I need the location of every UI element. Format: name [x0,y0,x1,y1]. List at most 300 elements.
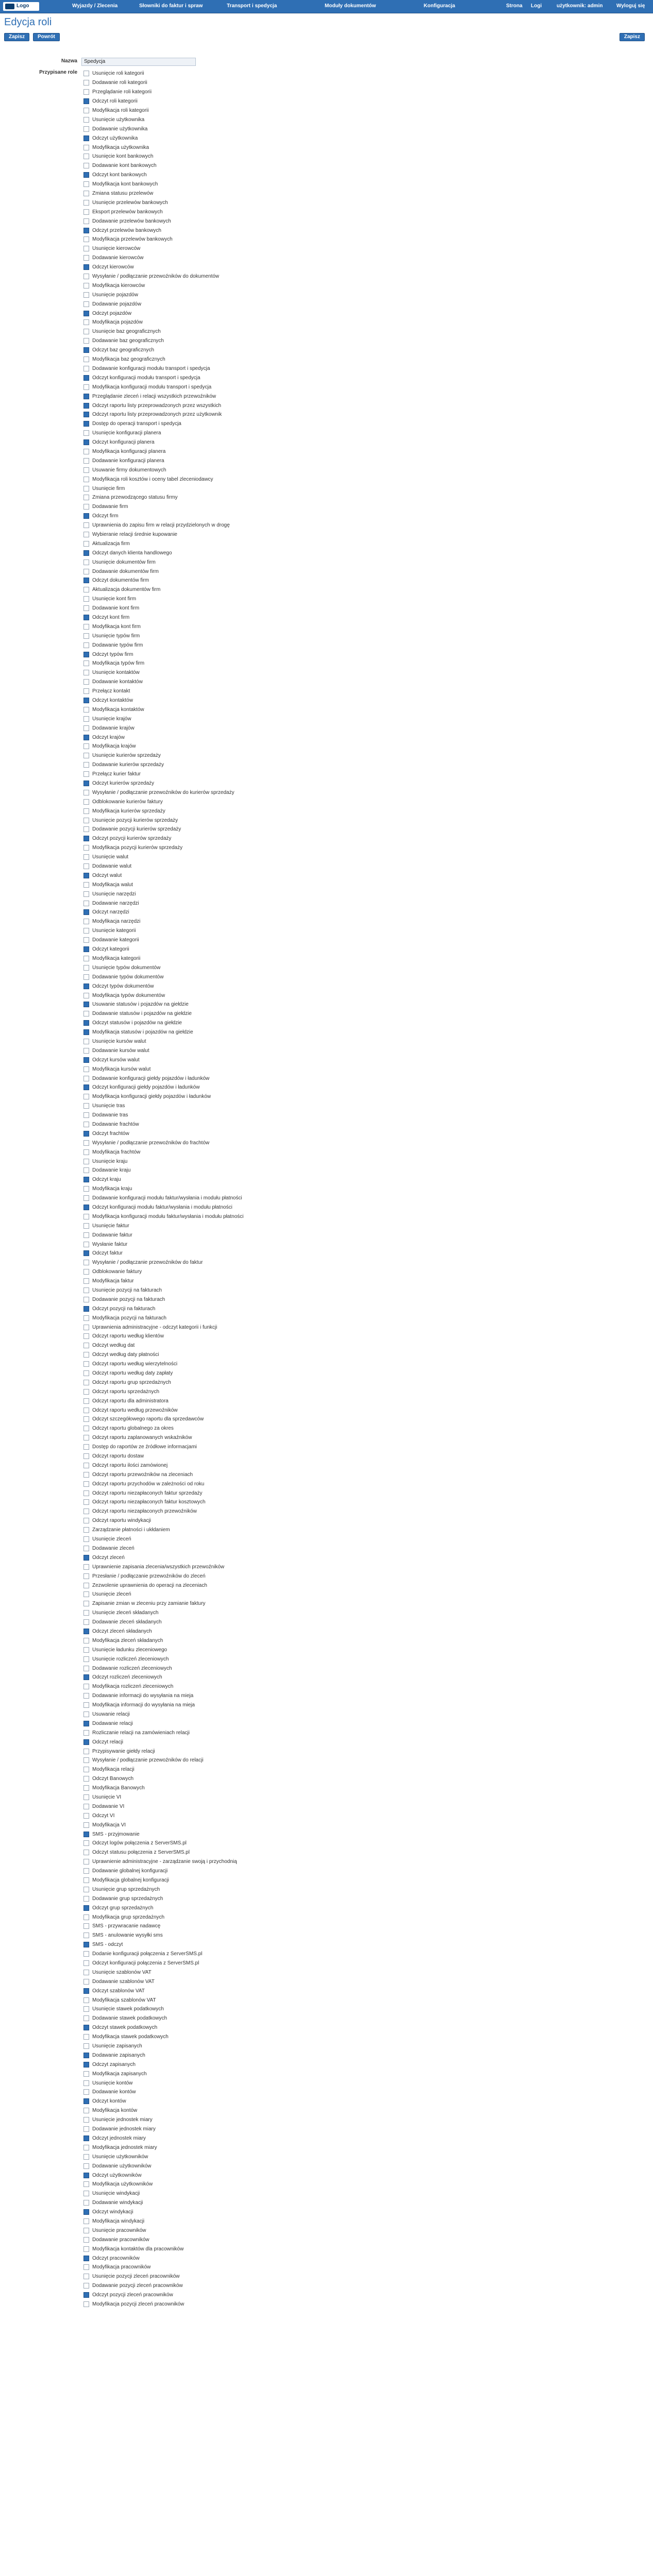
permission-row[interactable] [82,908,598,917]
permission-checkbox[interactable] [83,366,89,371]
permission-checkbox[interactable] [83,1804,89,1809]
permission-checkbox[interactable] [83,1638,89,1643]
permission-checkbox[interactable] [83,836,89,841]
permission-checkbox[interactable] [83,1278,89,1284]
permission-checkbox[interactable] [83,882,89,888]
permission-row[interactable] [82,1019,598,1028]
permission-row[interactable] [82,2235,598,2244]
permission-checkbox[interactable] [83,1472,89,1478]
permission-checkbox[interactable] [83,2034,89,2040]
permission-checkbox[interactable] [83,126,89,132]
permission-row[interactable] [82,115,598,124]
permission-checkbox[interactable] [83,2163,89,2169]
permission-checkbox[interactable] [83,375,89,381]
permission-checkbox[interactable] [83,2025,89,2030]
permission-checkbox[interactable] [83,2043,89,2049]
permission-checkbox[interactable] [83,707,89,713]
permission-row[interactable] [82,1304,598,1313]
permission-checkbox[interactable] [83,449,89,454]
permission-row[interactable] [82,1664,598,1673]
permission-checkbox[interactable] [83,228,89,233]
permission-checkbox[interactable] [83,98,89,104]
permission-checkbox[interactable] [83,1610,89,1616]
permission-row[interactable] [82,595,598,604]
permission-checkbox[interactable] [83,1749,89,1754]
nav-item-home[interactable]: Strona [506,3,523,9]
permission-row[interactable] [82,2244,598,2253]
permission-checkbox[interactable] [83,200,89,206]
permission-checkbox[interactable] [83,1333,89,1339]
permission-row[interactable] [82,253,598,263]
permission-row[interactable] [82,1507,598,1516]
permission-row[interactable] [82,1479,598,1488]
permission-checkbox[interactable] [83,117,89,123]
permission-checkbox[interactable] [83,946,89,952]
permission-row[interactable] [82,272,598,281]
permission-row[interactable] [82,429,598,438]
permission-checkbox[interactable] [83,1914,89,1920]
permission-checkbox[interactable] [83,1546,89,1551]
permission-row[interactable] [82,972,598,981]
permission-checkbox[interactable] [83,716,89,722]
permission-row[interactable] [82,1064,598,1074]
permission-row[interactable] [82,1470,598,1479]
permission-row[interactable] [82,171,598,180]
permission-row[interactable] [82,1175,598,1184]
permission-checkbox[interactable] [83,1767,89,1772]
permission-checkbox[interactable] [83,1942,89,1947]
permission-checkbox[interactable] [83,1601,89,1606]
permission-checkbox[interactable] [83,1730,89,1736]
permission-row[interactable] [82,1369,598,1378]
permission-checkbox[interactable] [83,145,89,150]
permission-checkbox[interactable] [83,1002,89,1007]
permission-checkbox[interactable] [83,1509,89,1514]
permission-checkbox[interactable] [83,403,89,409]
permission-row[interactable] [82,622,598,631]
permission-row[interactable] [82,1562,598,1571]
permission-checkbox[interactable] [83,2218,89,2224]
permission-checkbox[interactable] [83,1131,89,1137]
save-button[interactable]: Zapisz [4,33,29,41]
permission-checkbox[interactable] [83,541,89,547]
permission-checkbox[interactable] [83,1721,89,1726]
permission-checkbox[interactable] [83,1352,89,1358]
permission-row[interactable] [82,880,598,889]
permission-row[interactable] [82,751,598,760]
permission-checkbox[interactable] [83,2173,89,2178]
permission-checkbox[interactable] [83,218,89,224]
permission-checkbox[interactable] [83,1453,89,1459]
permission-row[interactable] [82,1654,598,1664]
permission-checkbox[interactable] [83,347,89,353]
permission-row[interactable] [82,438,598,447]
permission-checkbox[interactable] [83,1205,89,1210]
permission-checkbox[interactable] [83,984,89,989]
permission-checkbox[interactable] [83,154,89,159]
permission-row[interactable] [82,1120,598,1129]
permission-row[interactable] [82,1839,598,1848]
nav-item-orders[interactable]: Wyjazdy / Zlecenia [72,3,118,9]
permission-row[interactable] [82,1885,598,1894]
permission-checkbox[interactable] [83,1370,89,1376]
name-input[interactable] [81,58,196,66]
permission-checkbox[interactable] [83,246,89,251]
permission-checkbox[interactable] [83,1822,89,1828]
permission-checkbox[interactable] [83,2015,89,2021]
permission-checkbox[interactable] [83,909,89,915]
permission-row[interactable] [82,1488,598,1498]
permission-checkbox[interactable] [83,1859,89,1865]
permission-checkbox[interactable] [83,2209,89,2215]
permission-checkbox[interactable] [83,1122,89,1127]
permission-row[interactable] [82,263,598,272]
permission-checkbox[interactable] [83,1979,89,1985]
permission-checkbox[interactable] [83,1195,89,1201]
permission-checkbox[interactable] [83,2292,89,2298]
permission-row[interactable] [82,373,598,382]
permission-checkbox[interactable] [83,1794,89,1800]
permission-checkbox[interactable] [83,2108,89,2113]
permission-checkbox[interactable] [83,2117,89,2123]
permission-row[interactable] [82,668,598,677]
permission-checkbox[interactable] [83,1149,89,1155]
permission-checkbox[interactable] [83,2237,89,2243]
permission-checkbox[interactable] [83,2145,89,2150]
permission-checkbox[interactable] [83,1776,89,1782]
permission-row[interactable] [82,97,598,106]
permission-checkbox[interactable] [83,2274,89,2279]
permission-checkbox[interactable] [83,2301,89,2307]
permission-checkbox[interactable] [83,274,89,279]
permission-row[interactable] [82,871,598,880]
permission-row[interactable] [82,1535,598,1544]
permission-checkbox[interactable] [83,209,89,215]
permission-checkbox[interactable] [83,458,89,464]
permission-checkbox[interactable] [83,2283,89,2289]
permission-row[interactable] [82,2014,598,2023]
permission-checkbox[interactable] [83,1186,89,1192]
permission-checkbox[interactable] [83,2126,89,2132]
permission-checkbox[interactable] [83,1140,89,1146]
permission-row[interactable] [82,2226,598,2235]
permission-checkbox[interactable] [83,633,89,639]
permission-row[interactable] [82,1258,598,1267]
permission-checkbox[interactable] [83,1583,89,1588]
permission-checkbox[interactable] [83,2053,89,2058]
permission-checkbox[interactable] [83,412,89,417]
permission-row[interactable] [82,78,598,88]
permission-row[interactable] [82,696,598,705]
permission-row[interactable] [82,2281,598,2291]
permission-row[interactable] [82,834,598,843]
permission-row[interactable] [82,1701,598,1710]
permission-row[interactable] [82,1728,598,1737]
permission-row[interactable] [82,1424,598,1433]
permission-row[interactable] [82,926,598,936]
permission-row[interactable] [82,1959,598,1968]
permission-row[interactable] [82,1940,598,1950]
permission-row[interactable] [82,355,598,364]
permission-checkbox[interactable] [83,1693,89,1699]
permission-checkbox[interactable] [83,1343,89,1348]
permission-checkbox[interactable] [83,799,89,805]
permission-row[interactable] [82,69,598,78]
permission-checkbox[interactable] [83,301,89,307]
permission-checkbox[interactable] [83,1490,89,1496]
permission-row[interactable] [82,788,598,797]
permission-checkbox[interactable] [83,1380,89,1385]
permission-row[interactable] [82,2217,598,2226]
permission-checkbox[interactable] [83,615,89,620]
permission-row[interactable] [82,1903,598,1912]
permission-checkbox[interactable] [83,919,89,924]
permission-checkbox[interactable] [83,1223,89,1229]
permission-row[interactable] [82,1894,598,1903]
permission-checkbox[interactable] [83,1297,89,1302]
permission-checkbox[interactable] [83,578,89,583]
permission-row[interactable] [82,1221,598,1230]
permission-row[interactable] [82,1378,598,1387]
permission-checkbox[interactable] [83,1463,89,1468]
permission-row[interactable] [82,2115,598,2125]
permission-row[interactable] [82,530,598,539]
permission-checkbox[interactable] [83,513,89,519]
permission-row[interactable] [82,2050,598,2060]
permission-checkbox[interactable] [83,430,89,436]
permission-checkbox[interactable] [83,329,89,334]
permission-checkbox[interactable] [83,1887,89,1892]
permission-checkbox[interactable] [83,790,89,795]
permission-row[interactable] [82,2069,598,2078]
permission-checkbox[interactable] [83,781,89,786]
permission-checkbox[interactable] [83,1757,89,1763]
permission-row[interactable] [82,1691,598,1701]
permission-row[interactable] [82,1203,598,1212]
permission-row[interactable] [82,216,598,226]
permission-row[interactable] [82,1950,598,1959]
permission-row[interactable] [82,2125,598,2134]
permission-checkbox[interactable] [83,688,89,694]
permission-row[interactable] [82,1636,598,1645]
permission-row[interactable] [82,281,598,290]
permission-row[interactable] [82,1516,598,1526]
permission-row[interactable] [82,1240,598,1249]
permission-row[interactable] [82,1719,598,1728]
permission-checkbox[interactable] [83,1970,89,1975]
permission-row[interactable] [82,521,598,530]
permission-row[interactable] [82,1977,598,1986]
permission-checkbox[interactable] [83,2098,89,2104]
permission-row[interactable] [82,613,598,622]
permission-row[interactable] [82,991,598,1000]
permission-row[interactable] [82,1802,598,1811]
permission-row[interactable] [82,410,598,419]
permission-row[interactable] [82,299,598,309]
permission-checkbox[interactable] [83,2191,89,2196]
permission-checkbox[interactable] [83,1076,89,1081]
permission-checkbox[interactable] [83,698,89,703]
permission-row[interactable] [82,1055,598,1064]
permission-row[interactable] [82,1101,598,1111]
permission-row[interactable] [82,1571,598,1581]
permission-checkbox[interactable] [83,762,89,768]
permission-checkbox[interactable] [83,163,89,168]
permission-checkbox[interactable] [83,901,89,906]
permission-row[interactable] [82,1526,598,1535]
permission-checkbox[interactable] [83,854,89,860]
permission-row[interactable] [82,502,598,512]
permission-row[interactable] [82,447,598,456]
permission-checkbox[interactable] [83,2256,89,2261]
permission-row[interactable] [82,1793,598,1802]
permission-checkbox[interactable] [83,338,89,344]
permission-checkbox[interactable] [83,652,89,657]
permission-row[interactable] [82,825,598,834]
permission-row[interactable] [82,1912,598,1922]
permission-row[interactable] [82,1747,598,1756]
permission-checkbox[interactable] [83,891,89,897]
permission-checkbox[interactable] [83,863,89,869]
permission-row[interactable] [82,1028,598,1037]
permission-row[interactable] [82,650,598,659]
permission-row[interactable] [82,723,598,733]
permission-row[interactable] [82,917,598,926]
permission-row[interactable] [82,474,598,484]
permission-row[interactable] [82,853,598,862]
permission-row[interactable] [82,1765,598,1774]
permission-checkbox[interactable] [83,670,89,675]
permission-row[interactable] [82,1986,598,1995]
permission-row[interactable] [82,2189,598,2198]
permission-row[interactable] [82,1627,598,1636]
permission-row[interactable] [82,2291,598,2300]
permission-row[interactable] [82,899,598,908]
permission-checkbox[interactable] [83,1923,89,1929]
permission-checkbox[interactable] [83,421,89,427]
permission-checkbox[interactable] [83,2089,89,2095]
permission-checkbox[interactable] [83,1481,89,1487]
permission-row[interactable] [82,235,598,244]
permission-checkbox[interactable] [83,1997,89,2003]
permission-checkbox[interactable] [83,181,89,187]
permission-row[interactable] [82,465,598,474]
permission-checkbox[interactable] [83,108,89,113]
permission-row[interactable] [82,2106,598,2115]
permission-checkbox[interactable] [83,1232,89,1238]
permission-checkbox[interactable] [83,1555,89,1561]
permission-checkbox[interactable] [83,1389,89,1395]
permission-checkbox[interactable] [83,532,89,537]
permission-row[interactable] [82,779,598,788]
permission-checkbox[interactable] [83,826,89,832]
permission-checkbox[interactable] [83,956,89,961]
permission-row[interactable] [82,1710,598,1719]
permission-checkbox[interactable] [83,1951,89,1957]
permission-checkbox[interactable] [83,845,89,851]
permission-checkbox[interactable] [83,1159,89,1164]
back-button[interactable]: Powrót [33,33,60,41]
permission-row[interactable] [82,1092,598,1101]
permission-checkbox[interactable] [83,1177,89,1182]
permission-row[interactable] [82,493,598,502]
permission-checkbox[interactable] [83,1739,89,1745]
permission-row[interactable] [82,1230,598,1240]
permission-checkbox[interactable] [83,1702,89,1708]
permission-row[interactable] [82,576,598,585]
permission-checkbox[interactable] [83,1905,89,1911]
permission-checkbox[interactable] [83,172,89,178]
permission-row[interactable] [82,640,598,650]
permission-row[interactable] [82,770,598,779]
permission-checkbox[interactable] [83,1850,89,1855]
permission-checkbox[interactable] [83,439,89,445]
permission-row[interactable] [82,161,598,171]
permission-checkbox[interactable] [83,2071,89,2077]
permission-row[interactable] [82,742,598,751]
permission-row[interactable] [82,2300,598,2309]
nav-item-logout[interactable]: Wyloguj się [616,3,645,9]
permission-row[interactable] [82,1682,598,1691]
permission-checkbox[interactable] [83,596,89,602]
permission-checkbox[interactable] [83,2228,89,2233]
permission-checkbox[interactable] [83,1011,89,1016]
permission-checkbox[interactable] [83,311,89,316]
permission-checkbox[interactable] [83,1112,89,1118]
permission-row[interactable] [82,1212,598,1221]
permission-row[interactable] [82,714,598,723]
permission-row[interactable] [82,2005,598,2014]
permission-checkbox[interactable] [83,2154,89,2160]
permission-checkbox[interactable] [83,1868,89,1874]
permission-row[interactable] [82,1553,598,1562]
permission-checkbox[interactable] [83,1656,89,1662]
permission-checkbox[interactable] [83,1214,89,1219]
permission-checkbox[interactable] [83,1666,89,1671]
permission-checkbox[interactable] [83,1315,89,1321]
permission-row[interactable] [82,1433,598,1443]
permission-checkbox[interactable] [83,1988,89,1994]
permission-checkbox[interactable] [83,384,89,390]
permission-row[interactable] [82,1968,598,1977]
permission-checkbox[interactable] [83,1896,89,1902]
permission-checkbox[interactable] [83,1048,89,1054]
permission-checkbox[interactable] [83,1084,89,1090]
permission-row[interactable] [82,318,598,327]
permission-checkbox[interactable] [83,1674,89,1680]
permission-row[interactable] [82,733,598,742]
permission-row[interactable] [82,1341,598,1350]
permission-checkbox[interactable] [83,1242,89,1247]
permission-row[interactable] [82,1461,598,1470]
permission-row[interactable] [82,1387,598,1396]
permission-row[interactable] [82,1829,598,1839]
permission-row[interactable] [82,889,598,899]
permission-row[interactable] [82,539,598,548]
permission-row[interactable] [82,1249,598,1258]
permission-checkbox[interactable] [83,1094,89,1099]
permission-row[interactable] [82,1147,598,1157]
permission-row[interactable] [82,198,598,207]
permission-checkbox[interactable] [83,624,89,630]
permission-row[interactable] [82,1608,598,1618]
permission-row[interactable] [82,548,598,557]
permission-row[interactable] [82,1784,598,1793]
save-button-right[interactable]: Zapisz [619,33,645,41]
permission-checkbox[interactable] [83,660,89,666]
permission-checkbox[interactable] [83,725,89,731]
permission-checkbox[interactable] [83,467,89,473]
